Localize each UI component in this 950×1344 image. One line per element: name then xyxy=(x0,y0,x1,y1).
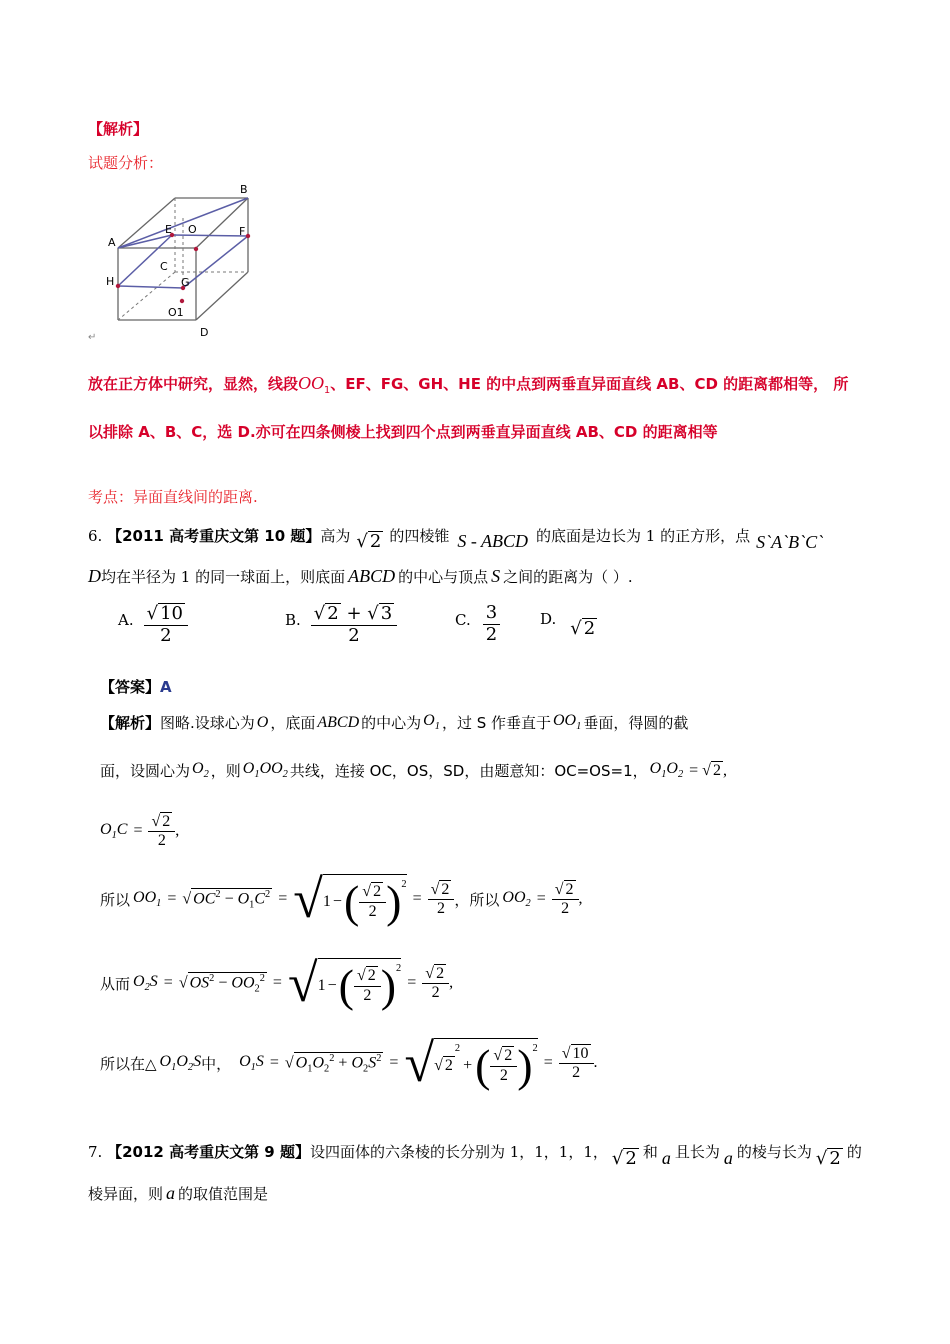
point-h xyxy=(116,284,120,288)
q6-text: 均在半径为 1 的同一球面上，则底面 xyxy=(101,568,346,586)
option-d: D. √ 2 xyxy=(540,610,596,639)
label-a: A xyxy=(108,236,116,249)
option-b-den: 2 xyxy=(348,624,360,646)
red-line-1-post: 、EF、FG、GH、HE 的中点到两垂直异面直线 AB、CD 的距离都相等， 所 xyxy=(330,375,849,393)
answer xyxy=(100,676,172,697)
q7-line-2 xyxy=(88,1183,268,1204)
option-a-label: A. xyxy=(118,611,134,629)
edge xyxy=(196,272,248,320)
q6-base: ABCD xyxy=(348,566,396,586)
line-ef xyxy=(172,235,248,236)
solution-line-1: 【解析】 图略.设球心为 O ，底面 ABCD 的中心为 $O_1$ ，过 S 作垂直于 $OO_1$ 垂面，得圆的截 xyxy=(100,712,689,733)
ten: 10 xyxy=(572,1044,589,1062)
solution-text: 面，设圆心为 xyxy=(100,762,191,780)
q6-line-2 xyxy=(88,566,633,587)
answer-label: 【答案】 xyxy=(100,678,161,696)
option-c-den: 2 xyxy=(485,623,498,645)
suoyi-text-2: ，所以 xyxy=(454,890,500,909)
sqrt-2: 2 xyxy=(369,531,382,552)
option-a-den: 2 xyxy=(160,624,172,646)
label-f: F xyxy=(239,225,246,238)
point-o1 xyxy=(180,299,184,303)
label-c: C xyxy=(160,260,168,273)
option-b-label: B. xyxy=(285,611,301,629)
solution-text: 共线，连接 OC，OS，SD，由题意知：OC=OS=1， xyxy=(289,762,648,780)
q6-s: S xyxy=(491,566,501,586)
solution-text: ，则 xyxy=(210,762,241,780)
option-d-label: D. xyxy=(540,610,557,628)
line-hg xyxy=(118,286,183,288)
var-o: O xyxy=(256,713,269,731)
var-o1oo2: O xyxy=(242,760,255,778)
var-abcd: ABCD xyxy=(317,713,360,731)
option-d-value: 2 xyxy=(583,618,596,639)
q7-text: 的棱与长为 xyxy=(736,1143,812,1161)
red-line-2: 以排除 A、B、C，选 D.亦可在四条侧棱上找到四个点到两垂直异面直线 AB、CD 的距离相等 xyxy=(88,423,718,441)
var-o1: O xyxy=(423,712,435,730)
q6-text: 的四棱锥 xyxy=(389,527,450,545)
suoyi-text: 所以 xyxy=(100,890,131,909)
q6-d: D xyxy=(88,566,101,586)
solution-text: 图略.设球心为 xyxy=(160,714,255,732)
var-o1c: O xyxy=(100,821,112,839)
option-b: B. $\frac{√ 2 + √ 3}{2}$ xyxy=(285,603,397,646)
oo1-sub: 1 xyxy=(324,385,331,396)
jiexi-header: 【解析】 xyxy=(88,120,149,138)
solution-text: 的中心为 xyxy=(361,714,422,732)
var-o1o2: O xyxy=(649,760,662,778)
congr-text: 从而 xyxy=(100,974,131,993)
option-a-num: 10 xyxy=(160,603,183,624)
hidden-edge xyxy=(118,272,175,320)
option-c xyxy=(455,603,500,645)
solution-line-2: 面，设圆心为 $O_2$ ，则 $O_1OO_2$ 共线，连接 OC，OS，SD，由题意知：OC=OS=1， $O_1O_2$ = √ 2 , xyxy=(100,760,727,781)
solution-label: 【解析】 xyxy=(100,714,161,732)
var-o2: O xyxy=(192,760,204,778)
option-c-num: 3 xyxy=(483,603,500,625)
option-c-label: C. xyxy=(455,611,471,629)
red-line-1-pre: 放在正方体中研究，显然，线段 xyxy=(88,375,299,393)
analysis-label: 试题分析： xyxy=(88,154,164,172)
q7-text: 的 xyxy=(846,1143,862,1161)
tri-text: 所以在△ xyxy=(100,1054,157,1073)
q7-source: 【2012 高考重庆文第 9 题】 xyxy=(107,1143,310,1161)
q6-line-1: 6. 【2011 高考重庆文第 10 题】 高为 √ 2 的四棱锥 S - ABCD 的底面是边长为 1 的正方形，点 S`A`B`C` xyxy=(88,526,824,552)
q6-text: 之间的距离为（ ）. xyxy=(503,568,633,586)
solution-text: ，底面 xyxy=(270,714,316,732)
q6-pyramid: S - ABCD xyxy=(457,531,529,551)
q7-number: 7. xyxy=(88,1142,103,1161)
kaodian: 考点：异面直线间的距离. xyxy=(88,488,258,506)
q6-text: 的底面是边长为 1 的正方形，点 xyxy=(536,527,751,545)
q7-text: 的取值范围是 xyxy=(178,1185,269,1203)
line-ab xyxy=(118,198,248,248)
q7-text: 设四面体的六条棱的长分别为 1，1，1，1， xyxy=(309,1143,608,1161)
label-o1: O1 xyxy=(168,306,184,319)
paragraph-mark: ↵ xyxy=(88,332,97,343)
var-oo1: OO xyxy=(553,712,577,730)
label-b: B xyxy=(240,183,248,196)
solution-text: ，过 S 作垂直于 xyxy=(441,714,551,732)
q6-text: 的中心与顶点 xyxy=(398,568,489,586)
answer-value: A xyxy=(160,678,172,696)
option-a: A. $\frac{√ 10}{2}$ xyxy=(118,603,188,646)
oo1-var: OO xyxy=(298,373,325,393)
point-f xyxy=(246,234,250,238)
cuboid-figure xyxy=(88,180,278,345)
q7-line-1: 7. 【2012 高考重庆文第 9 题】 设四面体的六条棱的长分别为 1，1，1，1， √ 2 和 a 且长为 a 的棱与长为 √ 2 的 xyxy=(88,1142,862,1169)
solution-text: 垂面，得圆的截 xyxy=(583,714,689,732)
label-d: D xyxy=(200,326,209,339)
q7-a: a xyxy=(723,1148,733,1168)
eq-o1c: $O_1C$ = $\frac{√ 2}{2}$ , xyxy=(100,813,180,850)
q6-number: 6. xyxy=(88,526,103,545)
eq-oo1: 所以 $OO_1$ = √ $OC^2 - O_1C^2$ = √ 1 − ( $\frac{√ 2}{2}$ ) $^2$ = $\frac{√ 2}{2}$ ，所以 $OO_2$ = $\frac{√ 2}{2}$ , xyxy=(100,869,583,929)
q6-points: S`A`B`C` xyxy=(756,532,824,552)
label-g: G xyxy=(181,276,190,289)
label-e: E xyxy=(165,223,172,236)
q6-text: 高为 xyxy=(320,527,351,545)
label-h: H xyxy=(106,275,115,288)
q7-a: a xyxy=(166,1183,176,1203)
q7-text: 棱异面，则 xyxy=(88,1185,164,1203)
eq-o1s: 所以在△ $O_1O_2S$ 中， $O_1S$ = √ $O_1O_2^2 + O_2S^2$ = √ √ 2 2 + ( $\frac{√ 2}{2}$ ) $^2$ = $\frac{√ 10}{2}$ . xyxy=(100,1033,598,1093)
eq-o2s: 从而 $O_2S$ = √ $OS^2 - OO_2^2$ = √ 1 − ( $\frac{√ 2}{2}$ ) $^2$ = $\frac{√ 2}{2}$ , xyxy=(100,953,454,1013)
edge xyxy=(196,198,248,248)
point xyxy=(194,247,198,251)
q6-source: 【2011 高考重庆文第 10 题】 xyxy=(107,527,321,545)
q7-a: a xyxy=(661,1148,671,1168)
label-o: O xyxy=(188,223,197,236)
q7-text: 且长为 xyxy=(674,1143,720,1161)
q7-text: 和 xyxy=(642,1143,658,1161)
red-line-1 xyxy=(88,373,848,396)
tri-text-2: 中， xyxy=(201,1054,232,1073)
